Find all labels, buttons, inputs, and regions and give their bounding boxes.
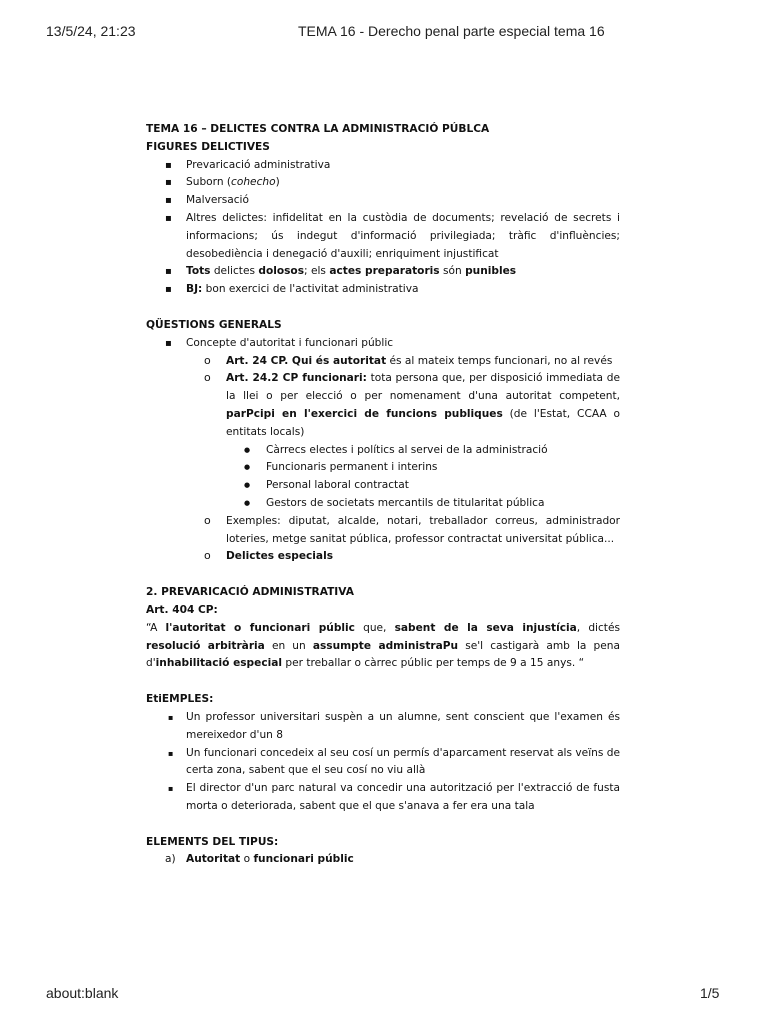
list-item: ● Funcionaris permanent i interins: [146, 459, 620, 477]
list-item: ▪ Malversació: [146, 192, 620, 210]
page-number: 1/5: [700, 985, 720, 1001]
document-body: [146, 121, 620, 869]
elements-list: [146, 851, 620, 869]
article-quote: “A l'autoritat o funcionari públic que, sabent de la seva injustícia, dictés resolució arbitrària en un assumpte administraPu se'l castigarà amb la pena d'inhabilitació especial per treballar o càrrec públic per temps de 9 a 15 anys. “: [146, 621, 620, 670]
list-item: o Exemples: diputat, alcalde, notari, treballador correus, administrador loteries, metge sanitat pública, professor contractat universitat pública...: [146, 513, 620, 549]
list-item: ▪ Altres delictes: infidelitat en la custòdia de documents; revelació de secrets i informacions; ús indegut d'informació privilegiada; tràfic d'influències; desobediència i denegació d'auxili; enriquiment injustificat: [146, 210, 620, 263]
list-item: ▪ Suborn (cohecho): [146, 174, 620, 192]
list-item: ▪ El director d'un parc natural va concedir una autorització per l'extracció de fusta morta o deteriorada, sabent que el que s'anava a fer era una tala: [146, 780, 620, 816]
list-marker: a): [165, 853, 176, 866]
article-reference: Art. 404 CP:: [146, 603, 218, 616]
section-heading-figures: FIGURES DELICTIVES: [146, 140, 270, 153]
figures-list: [146, 157, 620, 299]
list-item: ▪ BJ: bon exercici de l'activitat administrativa: [146, 281, 620, 299]
section-heading-examples: EtiEMPLES:: [146, 693, 214, 706]
section-heading-prevaricacio: 2. PREVARICACIÓ ADMINISTRATIVA: [146, 586, 354, 599]
examples-list: [146, 709, 620, 816]
list-item: o Delictes especials: [146, 548, 620, 566]
officials-list: [146, 442, 620, 513]
list-item: a) Autoritat o funcionari públic: [146, 851, 620, 869]
list-item: ▪ Un funcionari concedeix al seu cosí un permís d'aparcament reservat als veïns de certa zona, sabent que el seu cosí no viu allà: [146, 745, 620, 781]
list-item: ▪ Tots delictes dolosos; els actes preparatoris són punibles: [146, 263, 620, 281]
questions-list: [146, 335, 620, 353]
list-item: ▪ Prevaricació administrativa: [146, 157, 620, 175]
print-url: about:blank: [46, 985, 119, 1001]
list-item: ● Gestors de societats mercantils de titularitat pública: [146, 495, 620, 513]
section-heading-questions: QÜESTIONS GENERALS: [146, 318, 282, 331]
list-item: o Art. 24.2 CP funcionari: tota persona que, per disposició immediata de la llei o per elecció o per nomenament d'una autoritat competent, parPcipi en l'exercici de funcions publiques (de l'Estat, CCAA o entitats locals): [146, 370, 620, 441]
list-item: ▪ Un professor universitari suspèn a un alumne, sent conscient que l'examen és mereixedor d'un 8: [146, 709, 620, 745]
print-document-title: TEMA 16 - Derecho penal parte especial tema 16: [298, 23, 605, 39]
list-item: ● Personal laboral contractat: [146, 477, 620, 495]
list-item: o Art. 24 CP. Qui és autoritat és al mateix temps funcionari, no al revés: [146, 353, 620, 371]
questions-sublist: [146, 353, 620, 442]
section-heading-elements: ELEMENTS DEL TIPUS:: [146, 835, 279, 848]
list-item: ▪ Concepte d'autoritat i funcionari públic: [146, 335, 620, 353]
doc-title: TEMA 16 – DELICTES CONTRA LA ADMINISTRACIÓ PÚBLCA: [146, 123, 490, 135]
print-datetime: 13/5/24, 21:23: [46, 23, 136, 39]
list-item: ● Càrrecs electes i polítics al servei de la administració: [146, 442, 620, 460]
questions-sublist-2: [146, 513, 620, 566]
